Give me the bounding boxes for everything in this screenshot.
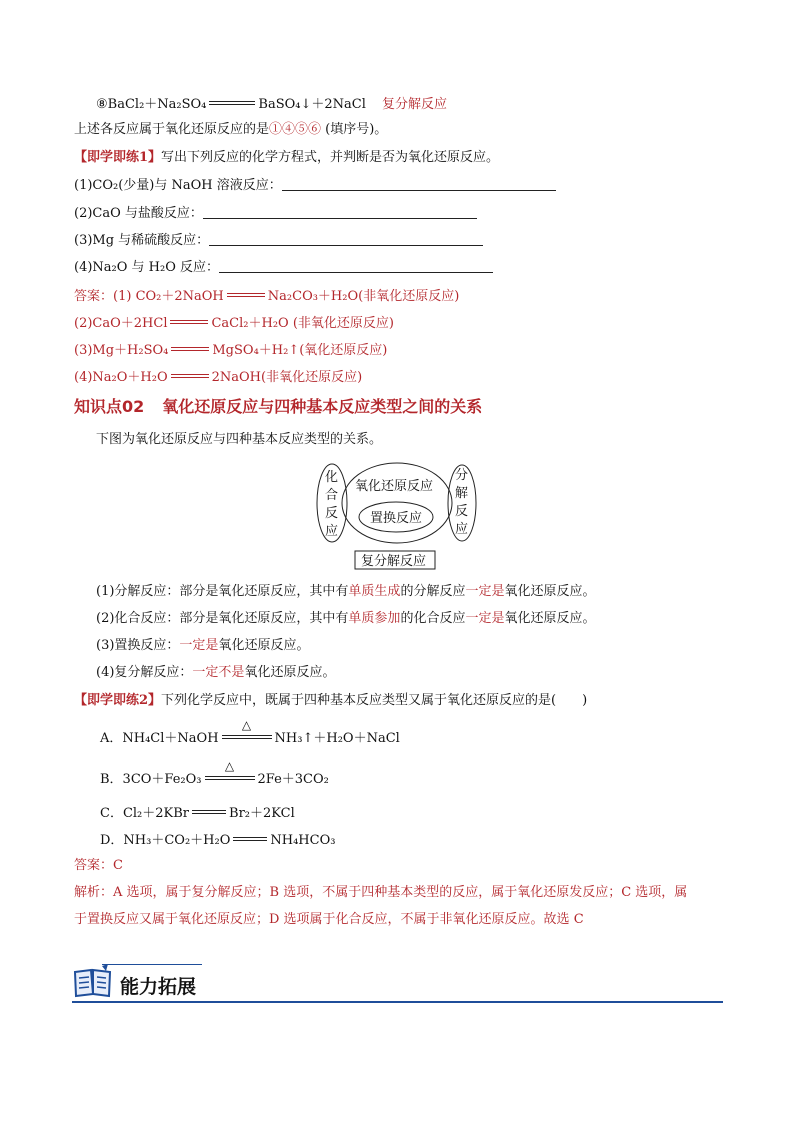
reaction-relationship-diagram [312,458,492,574]
banner-divider [72,1001,723,1003]
point-1-text3: 氧化还原反应。 [504,584,596,599]
answer-1-left: (1) CO₂＋2NaOH [113,289,224,304]
point-4-highlight: 一定不是 [192,665,245,680]
q4-text: (4)Na₂O 与 H₂O 反应： [74,260,220,275]
combination-char-1: 化 [325,470,339,485]
ability-extension-banner [72,962,723,1004]
q3-text: (3)Mg 与稀硫酸反应： [74,233,210,248]
point-4-text: (4)复分解反应： [96,665,193,680]
answer-3-left: (3)Mg＋H₂SO₄ [74,343,169,358]
point-2-highlight: 单质参加 [348,611,401,626]
decomposition-char-2: 解 [455,486,469,501]
answer-2-left: (2)CaO＋2HCl [74,316,168,331]
q3-blank[interactable] [209,231,483,246]
point-3 [96,637,309,655]
exercise-1-answer-1 [74,286,459,306]
reaction-8-right: BaSO₄↓＋2NaCl [258,97,366,112]
exercise-2-analysis-line-2: 于置换反应又属于氧化还原反应；D 选项属于化合反应，不属于非氧化还原反应。故选 C [74,912,584,927]
combination-char-3: 反 [325,506,339,521]
banner-title: 能力拓展 [120,976,197,998]
combination-char-2: 合 [325,488,339,503]
q1-blank[interactable] [282,176,556,191]
answer-4-right: 2NaOH(非氧化还原反应) [211,370,363,385]
q1-text: (1)CO₂(少量)与 NaOH 溶液反应： [74,178,282,193]
exercise-1-answer-3 [74,340,387,360]
equals-sign [233,830,267,846]
exercise-2-tag: 【即学即练2】 [74,693,162,708]
decomposition-char-1: 分 [455,468,469,483]
summary-hint: (填序号)。 [321,122,388,137]
point-3-text2: 氧化还原反应。 [218,638,310,653]
redox-ellipse [342,463,452,543]
option-c[interactable] [100,803,295,823]
combination-char-4: 应 [325,524,339,539]
point-4-text2: 氧化还原反应。 [244,665,336,680]
point-1-text2: 的分解反应 [400,584,466,599]
heat-equals-sign [205,759,255,785]
answer-3-right: MgSO₄＋H₂↑(氧化还原反应) [212,343,388,358]
heat-triangle-icon: △ [224,759,235,773]
point-2-highlight2: 一定是 [465,611,505,626]
exercise-1-answer-2 [74,313,394,333]
open-book-icon [72,964,114,1000]
q4-blank[interactable] [219,258,493,273]
redox-summary [74,121,387,139]
section-number: 知识点02 [74,397,145,416]
reaction-8-left: ⑧BaCl₂＋Na₂SO₄ [96,97,207,112]
summary-text: 上述各反应属于氧化还原反应的是 [74,122,270,137]
point-1 [96,583,595,601]
point-2 [96,610,595,628]
banner-top-rule [102,964,202,965]
reaction-8-type: 复分解反应 [382,97,448,112]
option-c-right: Br₂＋2KCl [229,806,295,821]
exercise-1-answer-4 [74,367,362,387]
redox-label: 氧化还原反应 [355,479,434,494]
exercise-1-tag: 【即学即练1】 [74,150,162,165]
equals-sign [209,94,255,110]
q2-blank[interactable] [203,204,477,219]
point-1-text: (1)分解反应：部分是氧化还原反应，其中有 [96,584,349,599]
equals-sign [170,313,208,329]
decomposition-char-3: 反 [455,504,469,519]
answer-label: 答案： [74,289,114,304]
point-2-text2: 的化合反应 [400,611,466,626]
summary-answer: ①④⑤⑥ [269,122,322,137]
section-heading [74,396,482,418]
equals-sign [171,367,209,383]
point-4 [96,664,335,682]
heat-equals-sign [222,718,272,744]
q2-text: (2)CaO 与盐酸反应： [74,206,203,221]
double-decomposition-label: 复分解反应 [361,554,427,569]
point-1-highlight2: 一定是 [465,584,505,599]
exercise-1-header [74,149,499,167]
answer-1-right: Na₂CO₃＋H₂O(非氧化还原反应) [267,289,460,304]
option-a[interactable] [100,718,400,748]
exercise-2-text: 下列化学反应中，既属于四种基本反应类型又属于氧化还原反应的是( ) [161,693,588,708]
section-intro: 下图为氧化还原反应与四种基本反应类型的关系。 [96,432,383,447]
exercise-2-answer: 答案：C [74,858,123,873]
reaction-8-line [96,94,447,114]
answer-4-left: (4)Na₂O＋H₂O [74,370,168,385]
decomposition-char-4: 应 [455,522,469,537]
exercise-2-header [74,692,587,710]
exercise-1-q1 [74,176,556,195]
exercise-1-text: 写出下列反应的化学方程式，并判断是否为氧化还原反应。 [161,150,500,165]
point-2-text: (2)化合反应：部分是氧化还原反应，其中有 [96,611,349,626]
option-c-left: C．Cl₂＋2KBr [100,806,190,821]
point-2-text3: 氧化还原反应。 [504,611,596,626]
option-a-left: A．NH₄Cl＋NaOH [100,731,219,746]
point-1-highlight: 单质生成 [348,584,401,599]
option-a-right: NH₃↑＋H₂O＋NaCl [274,731,400,746]
option-b[interactable] [100,759,329,789]
equals-sign [171,340,209,356]
exercise-2-analysis-line-1: 解析：A 选项，属于复分解反应；B 选项，不属于四种基本类型的反应，属于氧化还原发反应；C 选项，属 [74,885,688,900]
option-b-right: 2Fe＋3CO₂ [257,772,329,787]
section-title: 氧化还原反应与四种基本反应类型之间的关系 [162,397,483,416]
exercise-1-q2 [74,204,477,223]
exercise-1-q4 [74,258,493,277]
option-d[interactable] [100,830,335,850]
point-3-highlight: 一定是 [179,638,219,653]
exercise-1-q3 [74,231,483,250]
equals-sign [192,803,226,819]
displacement-label: 置换反应 [370,511,423,526]
equals-sign [227,286,265,302]
heat-triangle-icon: △ [241,718,252,732]
point-3-text: (3)置换反应： [96,638,180,653]
option-d-right: NH₄HCO₃ [270,833,336,848]
option-b-left: B．3CO＋Fe₂O₃ [100,772,202,787]
option-d-left: D．NH₃＋CO₂＋H₂O [100,833,231,848]
answer-2-right: CaCl₂＋H₂O (非氧化还原反应) [211,316,394,331]
